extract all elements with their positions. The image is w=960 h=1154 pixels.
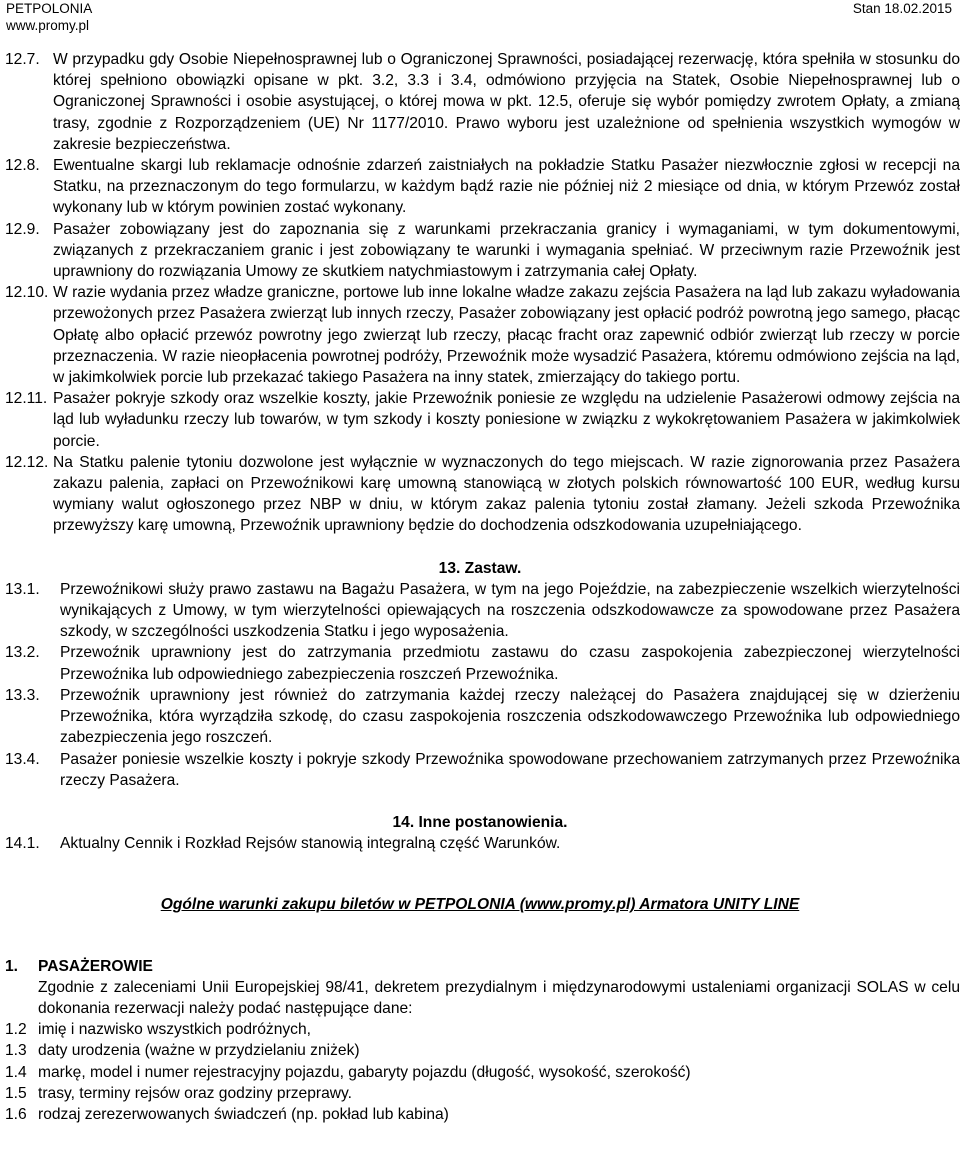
paragraph-text: W przypadku gdy Osobie Niepełnosprawnej lub o Ograniczonej Sprawności, posiadającej rezerwację, która spełniła w stosunku do której spełniono obowiązki opisane w pkt. 3.2, 3.3 i 3.4, odmówiono przyjęcia na Statek, Osobie Niepełnosprawnej lub o Ograniczonej Sprawności i osobie asystującej, o której mowa w pkt. 12.5, oferuje się wybór pomiędzy zwrotem Opłaty, a zmianą trasy, zgodnie z Rozporządzeniem (UE) Nr 1177/2010. Prawo wyboru jest uzależnione od spełnienia wszystkich wymogów w zakresie bezpieczeństwa. (53, 51, 960, 153)
paragraph-13-1 (0, 579, 960, 643)
paragraph-text: Aktualny Cennik i Rozkład Rejsów stanowią integralną część Warunków. (60, 835, 561, 853)
spacer (0, 937, 960, 956)
paragraph-text: W razie wydania przez władze graniczne, portowe lub inne lokalne władze zakazu zejścia Pasażera na ląd lub zakazu wyładowania przewożonych przez Pasażera zwierząt lub innych rzeczy, Pasażer zobowiązany jest opłacić podróż powrotną jego samego, płacąc Opłatę albo opłacić przewóz powrotny jego zwierząt lub rzeczy, płacąc fracht oraz zapewnić odbiór zwierząt lub rzeczy w porcie przeznaczenia. W razie nieopłacenia powrotnej podróży, Przewoźnik może wysadzić Pasażera, któremu odmówiono zejścia na ląd, w jakimkolwiek porcie lub przekazać takiego Pasażera na inny statek, zmierzający do takiego portu. (53, 284, 960, 387)
page-header (6, 0, 952, 34)
paragraph-number: 13.2. (5, 644, 40, 662)
paragraph-number: 13.4. (5, 750, 40, 768)
list-number: 1.6 (5, 1105, 27, 1123)
paragraph-12-7 (0, 49, 960, 155)
paragraph-12-10 (0, 282, 960, 388)
passengers-heading (0, 956, 960, 977)
section-13-heading: 13. Zastaw. (438, 559, 522, 577)
paragraph-13-2 (0, 642, 960, 684)
spacer (0, 916, 960, 937)
passengers-intro (0, 977, 960, 1019)
paragraph-number: 12.8. (5, 157, 40, 175)
paragraph-number: 13.3. (5, 686, 40, 704)
document-subtitle: Ogólne warunki zakupu biletów w PETPOLONIA (www.promy.pl) Armatora UNITY LINE (160, 896, 800, 914)
paragraph-text: Pasażer poniesie wszelkie koszty i pokryje szkody Przewoźnika spowodowane przechowaniem zatrzymanych przez Przewoźnika rzeczy Pasażera. (60, 750, 960, 789)
paragraph-14-1 (0, 833, 960, 854)
paragraph-text: Przewoźnik uprawniony jest również do zatrzymania każdej rzeczy należącej do Pasażera znajdującej się w dzierżeniu Przewoźnika, która wyrządziła szkodę, do czasu zaspokojenia roszczenia odszkodowawczego Przewoźnika lub odpowiedniego zabezpieczenia jego roszczeń. (60, 686, 960, 747)
paragraph-12-9 (0, 219, 960, 283)
paragraph-number: 12.11. (5, 390, 48, 408)
list-item (0, 1104, 960, 1125)
paragraph-12-8 (0, 155, 960, 219)
list-item (0, 1083, 960, 1104)
paragraph-number: 13.1. (5, 580, 40, 598)
section-number: 1. (5, 957, 19, 975)
list-number: 1.3 (5, 1042, 27, 1060)
paragraph-12-11 (0, 388, 960, 452)
list-text: rodzaj zerezerwowanych świadczeń (np. pokład lub kabina) (38, 1105, 449, 1123)
paragraph-number: 12.12. (5, 453, 49, 471)
list-number: 1.5 (5, 1084, 27, 1102)
list-item (0, 1040, 960, 1061)
section-14-heading: 14. Inne postanowienia. (392, 813, 568, 831)
list-text: trasy, terminy rejsów oraz godziny przeprawy. (38, 1084, 352, 1102)
company-name: PETPOLONIA (6, 1, 93, 16)
document-body (0, 49, 960, 1125)
paragraph-text: Przewoźnik uprawniony jest do zatrzymania przedmiotu zastawu do czasu zaspokojenia zabezpieczonej wierzytelności Przewoźnika lub odpowiedniego zabezpieczenia roszczeń Przewoźnika. (60, 644, 960, 683)
paragraph-13-4 (0, 749, 960, 791)
spacer (0, 875, 960, 894)
paragraph-text: Pasażer pokryje szkody oraz wszelkie koszty, jakie Przewoźnik poniesie ze względu na udzielenie Pasażerowi odmowy zejścia na ląd lub wyładunku rzeczy lub towarów, w tym szkody i koszty poniesione w związku z wykokrętowaniem Pasażera w jakimkolwiek porcie. (53, 390, 960, 450)
paragraph-text: Zgodnie z zaleceniami Unii Europejskiej 98/41, dekretem prezydialnym i międzynarodowymi ustaleniami organizacji SOLAS w celu dokonania rezerwacji należy podać następujące dane: (38, 978, 960, 1017)
spacer (0, 791, 960, 812)
website-link[interactable]: www.promy.pl (6, 18, 90, 33)
paragraph-number: 12.7. (5, 51, 40, 68)
paragraph-text: Pasażer zobowiązany jest do zapoznania się z warunkami przekraczania granicy i wymaganiami, w tym dokumentowymi, związanych z przekraczaniem granic i jest zobowiązany te warunki i wymagania spełniać. W przeciwnym razie Przewoźnik jest uprawniony do rozwiązania Umowy ze skutkiem natychmiastowym i zatrzymania całej Opłaty. (53, 220, 960, 281)
list-text: imię i nazwisko wszystkich podróżnych, (38, 1021, 311, 1039)
paragraph-text: Ewentualne skargi lub reklamacje odnośnie zdarzeń zaistniałych na pokładzie Statku Pasażer niezwłocznie zgłosi w recepcji na Statku, na przeznaczonym do tego formularzu, w każdym bądź razie nie później niż 2 miesiące od dnia, w którym Przewóz został wykonany lub w którym powinien zostać wykonany. (53, 157, 960, 217)
list-number: 1.4 (5, 1063, 27, 1081)
paragraph-12-12 (0, 452, 960, 537)
paragraph-number: 12.10. (5, 284, 49, 302)
list-item (0, 1019, 960, 1040)
spacer (0, 537, 960, 558)
paragraph-text: Przewoźnikowi służy prawo zastawu na Bagażu Pasażera, w tym na jego Pojeździe, na zabezpieczenie wszelkich wierzytelności wynikających z Umowy, w tym wierzytelności opiewających na roszczenia odszkodowawcze za spowodowane przez Pasażera szkody, w szczególności uszkodzenia Statku i jego wyposażenia. (60, 580, 960, 641)
spacer (0, 854, 960, 875)
paragraph-13-3 (0, 685, 960, 749)
list-text: markę, model i numer rejestracyjny pojazdu, gabaryty pojazdu (długość, wysokość, szerokość) (38, 1063, 691, 1081)
list-number: 1.2 (5, 1021, 27, 1039)
section-title: PASAŻEROWIE (38, 957, 153, 975)
list-item (0, 1062, 960, 1083)
paragraph-number: 14.1. (5, 835, 40, 853)
list-text: daty urodzenia (ważne w przydzielaniu zniżek) (38, 1042, 360, 1060)
paragraph-text: Na Statku palenie tytoniu dozwolone jest wyłącznie w wyznaczonych do tego miejscach. W razie zignorowania przez Pasażera zakazu palenia, zapłaci on Przewoźnikowi karę umowną stanowiącą w złotych polskich równowartość 100 EUR, według kursu wymiany walut ogłoszonego przez NBP w dniu, w którym zakaz palenia tytoniu został złamany. Jeżeli szkoda Przewoźnika przewyższy karę umowną, Przewoźnik uprawniony będzie do dochodzenia odszkodowania uzupełniającego. (53, 453, 960, 535)
paragraph-number: 12.9. (5, 220, 40, 238)
document-date: Stan 18.02.2015 (852, 1, 952, 16)
